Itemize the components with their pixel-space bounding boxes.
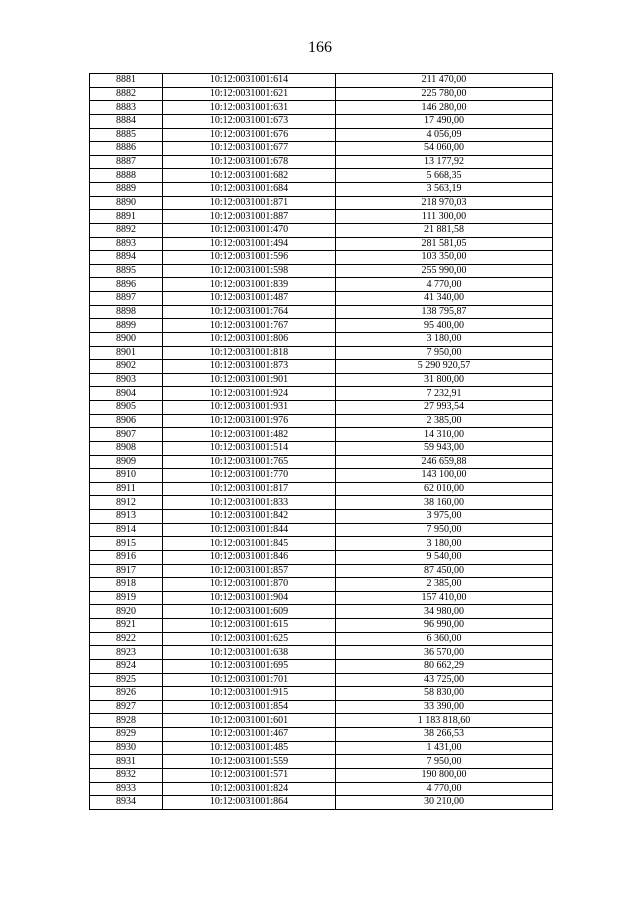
row-number-cell: 8928 (90, 714, 163, 728)
cadastral-number-cell: 10:12:0031001:625 (163, 632, 336, 646)
cadastral-number-cell: 10:12:0031001:870 (163, 578, 336, 592)
row-number-cell: 8889 (90, 183, 163, 197)
cadastral-number-cell: 10:12:0031001:824 (163, 782, 336, 796)
row-number-cell: 8891 (90, 210, 163, 224)
cadastral-number-cell: 10:12:0031001:494 (163, 237, 336, 251)
value-cell: 30 210,00 (336, 796, 553, 810)
cadastral-number-cell: 10:12:0031001:638 (163, 646, 336, 660)
cadastral-number-cell: 10:12:0031001:701 (163, 673, 336, 687)
cadastral-number-cell: 10:12:0031001:857 (163, 564, 336, 578)
cadastral-number-cell: 10:12:0031001:601 (163, 714, 336, 728)
cadastral-number-cell: 10:12:0031001:559 (163, 755, 336, 769)
cadastral-number-cell: 10:12:0031001:904 (163, 591, 336, 605)
value-cell: 7 950,00 (336, 755, 553, 769)
value-cell: 21 881,58 (336, 223, 553, 237)
value-cell: 4 056,09 (336, 128, 553, 142)
row-number-cell: 8887 (90, 155, 163, 169)
value-cell: 17 490,00 (336, 114, 553, 128)
cadastral-number-cell: 10:12:0031001:915 (163, 687, 336, 701)
value-cell: 7 232,91 (336, 387, 553, 401)
value-cell: 6 360,00 (336, 632, 553, 646)
row-number-cell: 8925 (90, 673, 163, 687)
row-number-cell: 8892 (90, 223, 163, 237)
row-number-cell: 8922 (90, 632, 163, 646)
table-row (90, 319, 553, 333)
cadastral-number-cell: 10:12:0031001:901 (163, 373, 336, 387)
cadastral-number-cell: 10:12:0031001:864 (163, 796, 336, 810)
row-number-cell: 8918 (90, 578, 163, 592)
value-cell: 62 010,00 (336, 482, 553, 496)
table-row (90, 510, 553, 524)
value-cell: 27 993,54 (336, 401, 553, 415)
value-cell: 5 290 920,57 (336, 360, 553, 374)
value-cell: 111 300,00 (336, 210, 553, 224)
cadastral-number-cell: 10:12:0031001:817 (163, 482, 336, 496)
table-row (90, 646, 553, 660)
value-cell: 157 410,00 (336, 591, 553, 605)
cadastral-number-cell: 10:12:0031001:695 (163, 659, 336, 673)
table-row (90, 619, 553, 633)
cadastral-number-cell: 10:12:0031001:470 (163, 223, 336, 237)
row-number-cell: 8914 (90, 523, 163, 537)
row-number-cell: 8898 (90, 305, 163, 319)
value-cell: 96 990,00 (336, 619, 553, 633)
cadastral-number-cell: 10:12:0031001:887 (163, 210, 336, 224)
row-number-cell: 8926 (90, 687, 163, 701)
cadastral-number-cell: 10:12:0031001:482 (163, 428, 336, 442)
table-row (90, 428, 553, 442)
table-row (90, 441, 553, 455)
value-cell: 80 662,29 (336, 659, 553, 673)
table-row (90, 114, 553, 128)
row-number-cell: 8895 (90, 264, 163, 278)
row-number-cell: 8905 (90, 401, 163, 415)
table-row (90, 591, 553, 605)
value-cell: 31 800,00 (336, 373, 553, 387)
cadastral-number-cell: 10:12:0031001:614 (163, 74, 336, 88)
table-row (90, 550, 553, 564)
cadastral-number-cell: 10:12:0031001:485 (163, 741, 336, 755)
table-row (90, 264, 553, 278)
cadastral-number-cell: 10:12:0031001:844 (163, 523, 336, 537)
table-row (90, 455, 553, 469)
cadastral-number-cell: 10:12:0031001:842 (163, 510, 336, 524)
row-number-cell: 8904 (90, 387, 163, 401)
value-cell: 87 450,00 (336, 564, 553, 578)
table-row (90, 401, 553, 415)
table-row (90, 346, 553, 360)
value-cell: 43 725,00 (336, 673, 553, 687)
row-number-cell: 8897 (90, 292, 163, 306)
value-cell: 33 390,00 (336, 700, 553, 714)
cadastral-number-cell: 10:12:0031001:678 (163, 155, 336, 169)
row-number-cell: 8899 (90, 319, 163, 333)
value-cell: 9 540,00 (336, 550, 553, 564)
cadastral-number-cell: 10:12:0031001:873 (163, 360, 336, 374)
table-row (90, 728, 553, 742)
table-row (90, 482, 553, 496)
row-number-cell: 8930 (90, 741, 163, 755)
cadastral-number-cell: 10:12:0031001:677 (163, 142, 336, 156)
table-row (90, 223, 553, 237)
cadastral-number-cell: 10:12:0031001:487 (163, 292, 336, 306)
table-row (90, 87, 553, 101)
cadastral-number-cell: 10:12:0031001:467 (163, 728, 336, 742)
row-number-cell: 8924 (90, 659, 163, 673)
row-number-cell: 8886 (90, 142, 163, 156)
value-cell: 255 990,00 (336, 264, 553, 278)
value-cell: 138 795,87 (336, 305, 553, 319)
table-row (90, 741, 553, 755)
table-row (90, 768, 553, 782)
table-row (90, 142, 553, 156)
value-cell: 95 400,00 (336, 319, 553, 333)
cadastral-number-cell: 10:12:0031001:846 (163, 550, 336, 564)
value-cell: 225 780,00 (336, 87, 553, 101)
row-number-cell: 8893 (90, 237, 163, 251)
cadastral-number-cell: 10:12:0031001:615 (163, 619, 336, 633)
table-row (90, 796, 553, 810)
row-number-cell: 8883 (90, 101, 163, 115)
cadastral-number-cell: 10:12:0031001:871 (163, 196, 336, 210)
table-row (90, 155, 553, 169)
value-cell: 38 266,53 (336, 728, 553, 742)
value-cell: 5 668,35 (336, 169, 553, 183)
row-number-cell: 8912 (90, 496, 163, 510)
row-number-cell: 8919 (90, 591, 163, 605)
table-row (90, 782, 553, 796)
row-number-cell: 8920 (90, 605, 163, 619)
row-number-cell: 8913 (90, 510, 163, 524)
row-number-cell: 8931 (90, 755, 163, 769)
table-row (90, 169, 553, 183)
row-number-cell: 8921 (90, 619, 163, 633)
value-cell: 58 830,00 (336, 687, 553, 701)
value-cell: 190 800,00 (336, 768, 553, 782)
row-number-cell: 8885 (90, 128, 163, 142)
table-row (90, 469, 553, 483)
row-number-cell: 8900 (90, 332, 163, 346)
cadastral-number-cell: 10:12:0031001:767 (163, 319, 336, 333)
value-cell: 3 563,19 (336, 183, 553, 197)
row-number-cell: 8915 (90, 537, 163, 551)
value-cell: 2 385,00 (336, 414, 553, 428)
cadastral-number-cell: 10:12:0031001:818 (163, 346, 336, 360)
value-cell: 281 581,05 (336, 237, 553, 251)
cadastral-number-cell: 10:12:0031001:931 (163, 401, 336, 415)
row-number-cell: 8909 (90, 455, 163, 469)
table-row (90, 128, 553, 142)
value-cell: 38 160,00 (336, 496, 553, 510)
cadastral-number-cell: 10:12:0031001:764 (163, 305, 336, 319)
cadastral-number-cell: 10:12:0031001:976 (163, 414, 336, 428)
row-number-cell: 8908 (90, 441, 163, 455)
value-cell: 14 310,00 (336, 428, 553, 442)
registry-table (89, 73, 553, 810)
table-row (90, 537, 553, 551)
value-cell: 4 770,00 (336, 278, 553, 292)
value-cell: 146 280,00 (336, 101, 553, 115)
value-cell: 3 180,00 (336, 537, 553, 551)
cadastral-number-cell: 10:12:0031001:673 (163, 114, 336, 128)
row-number-cell: 8932 (90, 768, 163, 782)
registry-table-body (90, 74, 553, 810)
table-row (90, 714, 553, 728)
row-number-cell: 8916 (90, 550, 163, 564)
value-cell: 3 975,00 (336, 510, 553, 524)
table-row (90, 523, 553, 537)
cadastral-number-cell: 10:12:0031001:770 (163, 469, 336, 483)
cadastral-number-cell: 10:12:0031001:571 (163, 768, 336, 782)
row-number-cell: 8896 (90, 278, 163, 292)
cadastral-number-cell: 10:12:0031001:854 (163, 700, 336, 714)
table-row (90, 673, 553, 687)
table-row (90, 74, 553, 88)
cadastral-number-cell: 10:12:0031001:514 (163, 441, 336, 455)
row-number-cell: 8902 (90, 360, 163, 374)
row-number-cell: 8910 (90, 469, 163, 483)
table-row (90, 332, 553, 346)
row-number-cell: 8934 (90, 796, 163, 810)
cadastral-number-cell: 10:12:0031001:684 (163, 183, 336, 197)
table-row (90, 210, 553, 224)
table-row (90, 292, 553, 306)
cadastral-number-cell: 10:12:0031001:598 (163, 264, 336, 278)
value-cell: 1 183 818,60 (336, 714, 553, 728)
table-row (90, 578, 553, 592)
value-cell: 34 980,00 (336, 605, 553, 619)
value-cell: 13 177,92 (336, 155, 553, 169)
cadastral-number-cell: 10:12:0031001:765 (163, 455, 336, 469)
table-row (90, 387, 553, 401)
row-number-cell: 8906 (90, 414, 163, 428)
page-number: 166 (308, 39, 332, 56)
row-number-cell: 8890 (90, 196, 163, 210)
row-number-cell: 8923 (90, 646, 163, 660)
cadastral-number-cell: 10:12:0031001:845 (163, 537, 336, 551)
value-cell: 3 180,00 (336, 332, 553, 346)
value-cell: 41 340,00 (336, 292, 553, 306)
value-cell: 7 950,00 (336, 346, 553, 360)
row-number-cell: 8888 (90, 169, 163, 183)
cadastral-number-cell: 10:12:0031001:924 (163, 387, 336, 401)
row-number-cell: 8907 (90, 428, 163, 442)
table-row (90, 659, 553, 673)
cadastral-number-cell: 10:12:0031001:682 (163, 169, 336, 183)
row-number-cell: 8933 (90, 782, 163, 796)
table-row (90, 564, 553, 578)
cadastral-number-cell: 10:12:0031001:631 (163, 101, 336, 115)
table-row (90, 278, 553, 292)
row-number-cell: 8927 (90, 700, 163, 714)
table-row (90, 700, 553, 714)
table-row (90, 360, 553, 374)
value-cell: 1 431,00 (336, 741, 553, 755)
table-row (90, 101, 553, 115)
table-row (90, 196, 553, 210)
table-row (90, 414, 553, 428)
value-cell: 54 060,00 (336, 142, 553, 156)
table-row (90, 632, 553, 646)
row-number-cell: 8884 (90, 114, 163, 128)
table-row (90, 305, 553, 319)
table-row (90, 605, 553, 619)
value-cell: 103 350,00 (336, 251, 553, 265)
cadastral-number-cell: 10:12:0031001:621 (163, 87, 336, 101)
row-number-cell: 8929 (90, 728, 163, 742)
table-row (90, 755, 553, 769)
value-cell: 211 470,00 (336, 74, 553, 88)
value-cell: 143 100,00 (336, 469, 553, 483)
value-cell: 218 970,03 (336, 196, 553, 210)
value-cell: 2 385,00 (336, 578, 553, 592)
cadastral-number-cell: 10:12:0031001:676 (163, 128, 336, 142)
row-number-cell: 8894 (90, 251, 163, 265)
cadastral-number-cell: 10:12:0031001:609 (163, 605, 336, 619)
row-number-cell: 8903 (90, 373, 163, 387)
value-cell: 7 950,00 (336, 523, 553, 537)
table-row (90, 251, 553, 265)
row-number-cell: 8901 (90, 346, 163, 360)
table-row (90, 373, 553, 387)
table-row (90, 496, 553, 510)
cadastral-number-cell: 10:12:0031001:806 (163, 332, 336, 346)
cadastral-number-cell: 10:12:0031001:833 (163, 496, 336, 510)
value-cell: 246 659,88 (336, 455, 553, 469)
table-row (90, 687, 553, 701)
cadastral-number-cell: 10:12:0031001:839 (163, 278, 336, 292)
row-number-cell: 8917 (90, 564, 163, 578)
row-number-cell: 8882 (90, 87, 163, 101)
value-cell: 36 570,00 (336, 646, 553, 660)
table-row (90, 237, 553, 251)
value-cell: 4 770,00 (336, 782, 553, 796)
table-row (90, 183, 553, 197)
row-number-cell: 8881 (90, 74, 163, 88)
cadastral-number-cell: 10:12:0031001:596 (163, 251, 336, 265)
row-number-cell: 8911 (90, 482, 163, 496)
value-cell: 59 943,00 (336, 441, 553, 455)
